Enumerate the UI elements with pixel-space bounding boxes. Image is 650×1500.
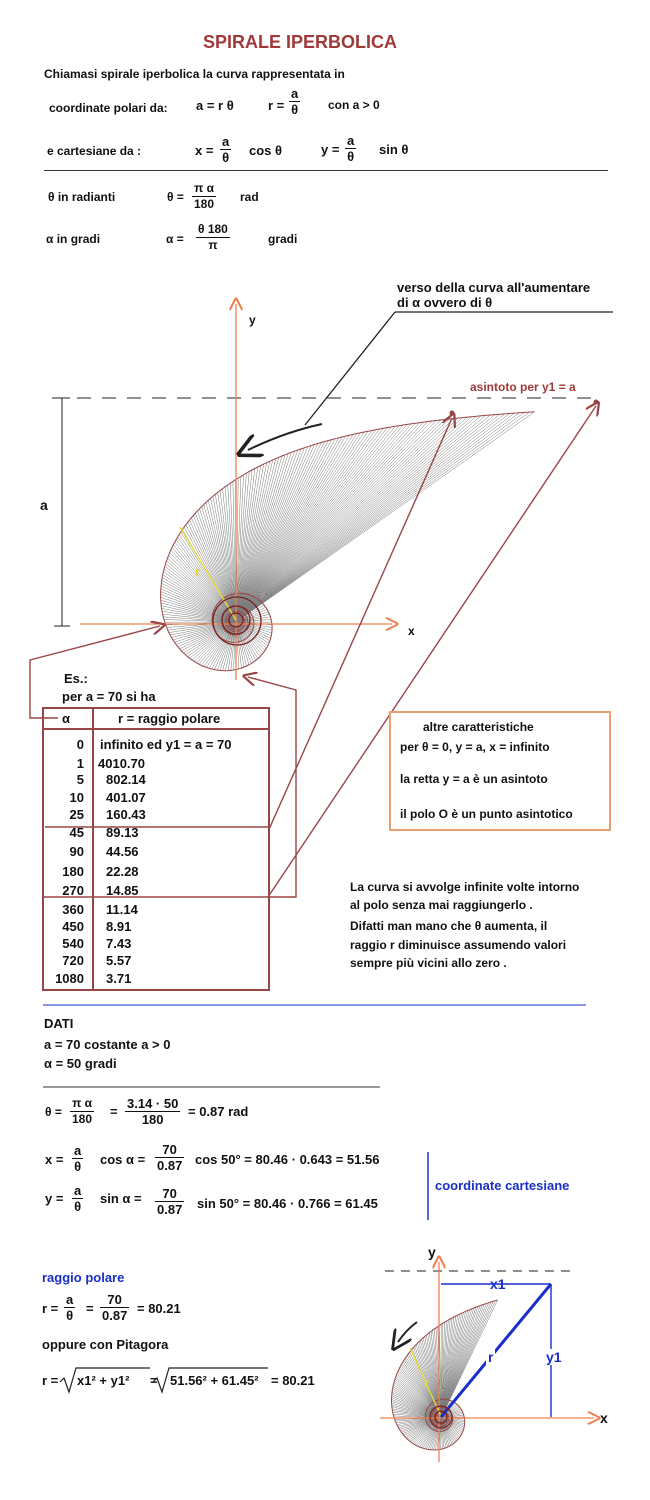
fraction-numerator: a xyxy=(74,1143,82,1158)
fraction-denominator: 180 xyxy=(194,197,215,211)
fraction-denominator: θ xyxy=(74,1199,82,1214)
hatch-line xyxy=(236,433,361,622)
asymptote-label: asintoto per y1 = a xyxy=(470,380,576,394)
fraction-numerator: π α xyxy=(192,181,216,197)
raggio-heading: raggio polare xyxy=(42,1270,125,1285)
polar-label: coordinate polari da: xyxy=(49,101,168,115)
calc-x-fraction-numeric xyxy=(155,1142,184,1173)
y-suffix: sin θ xyxy=(379,142,409,157)
table-cell-r: 3.71 xyxy=(106,971,132,986)
hatch-line xyxy=(236,422,424,622)
hatch-line xyxy=(236,424,411,622)
table-cell-r: 11.14 xyxy=(106,902,138,917)
table-cell-alpha: 90 xyxy=(69,844,84,859)
table-cell-r: 14.85 xyxy=(106,883,139,898)
fraction-numerator: 70 xyxy=(155,1142,184,1158)
characteristics-line: la retta y = a è un asintoto xyxy=(400,772,548,786)
hatch-line xyxy=(236,419,454,623)
alpha-eq-prefix: α = xyxy=(166,232,184,246)
cartesian-coordinates-label: coordinate cartesiane xyxy=(435,1178,570,1193)
pitagora-result: = 80.21 xyxy=(271,1373,315,1388)
calc-theta-fraction xyxy=(70,1096,94,1127)
example-subheading: per a = 70 si ha xyxy=(62,689,156,704)
table-cell-alpha: 720 xyxy=(62,953,84,968)
small-y-axis-label: y xyxy=(428,1244,436,1260)
fraction-numerator: a xyxy=(74,1183,82,1198)
table-cell-alpha: 180 xyxy=(62,864,84,879)
table-cell-r: 802.14 xyxy=(106,772,146,787)
raggio-prefix: r = xyxy=(42,1301,59,1316)
calc-y-fraction-numeric xyxy=(155,1186,184,1217)
fraction-denominator: 0.87 xyxy=(102,1308,128,1323)
pitagora-inner: x1² + y1² xyxy=(77,1373,130,1388)
table-cell-r: 22.28 xyxy=(106,864,139,879)
fraction-numerator: a xyxy=(66,1292,74,1307)
small-x-axis-label: x xyxy=(600,1410,608,1426)
fraction-numerator: 70 xyxy=(100,1292,129,1308)
intro-line: Chiamasi spirale iperbolica la curva rappresentata in xyxy=(44,67,345,81)
pitagora-equals: = xyxy=(150,1373,158,1388)
fraction-denominator: θ xyxy=(66,1308,74,1323)
theta-unit: rad xyxy=(240,190,259,204)
table-cell-r: infinito ed y1 = a = 70 xyxy=(100,737,232,752)
curve-point xyxy=(594,400,599,405)
hatch-line xyxy=(236,419,449,622)
hatch-line xyxy=(236,417,467,622)
calc-y-prefix: y = xyxy=(45,1191,64,1206)
table-column-divider xyxy=(92,707,94,990)
x-axis-label: x xyxy=(408,624,415,638)
curve-point xyxy=(450,411,455,416)
column-header-alpha: α xyxy=(62,711,70,726)
raggio-result: = 80.21 xyxy=(137,1301,181,1316)
hatch-line xyxy=(236,422,428,623)
fraction-denominator: 180 xyxy=(141,1112,164,1127)
table-cell-alpha: 1080 xyxy=(55,971,84,986)
polar-equation: a = r θ xyxy=(196,98,234,113)
y-prefix: y = xyxy=(321,142,340,157)
fraction-denominator: θ xyxy=(291,102,299,117)
small-direction-arrow xyxy=(398,1322,417,1342)
r-vector-label: r xyxy=(488,1349,494,1365)
direction-leader xyxy=(305,312,395,425)
table-cell-alpha: 360 xyxy=(62,902,84,917)
table-cell-alpha: 10 xyxy=(69,790,84,805)
table-header-divider xyxy=(42,728,268,730)
table-cell-r: 401.07 xyxy=(106,790,146,805)
table-cell-alpha: 0 xyxy=(76,737,84,752)
hatch-line xyxy=(236,412,530,622)
dati-alpha: α = 50 gradi xyxy=(44,1056,117,1071)
fraction-numerator: a xyxy=(222,134,230,149)
hatch-line xyxy=(236,438,339,622)
a-label: a xyxy=(40,497,48,513)
hatch-line xyxy=(236,415,490,622)
spiral-curve xyxy=(161,412,535,671)
fraction-numerator: θ 180 xyxy=(198,222,228,236)
table-cell-alpha: 1 xyxy=(76,756,84,771)
fraction-numerator: 3.14 · 50 xyxy=(127,1096,179,1111)
calc-x-mid: cos α = xyxy=(100,1152,146,1167)
note-line: Difatti man mano che θ aumenta, il xyxy=(350,919,548,933)
pitagora-label: oppure con Pitagora xyxy=(42,1337,169,1352)
table-cell-r: 44.56 xyxy=(106,844,139,859)
x1-label: x1 xyxy=(490,1276,506,1292)
example-heading: Es.: xyxy=(64,671,88,686)
fraction-denominator: 0.87 xyxy=(157,1202,183,1217)
calc-theta-result: = 0.87 rad xyxy=(188,1104,249,1119)
hatch-line xyxy=(236,414,500,622)
hatch-line xyxy=(236,412,524,622)
condition: con a > 0 xyxy=(328,98,380,112)
characteristics-line: il polo O è un punto asintotico xyxy=(400,807,573,821)
y-axis-label: y xyxy=(249,313,256,327)
spiral-hatch xyxy=(161,412,535,671)
hatch-line xyxy=(236,418,463,622)
table-cell-r: 89.13 xyxy=(106,825,139,840)
alpha-label: α in gradi xyxy=(46,232,101,246)
pitagora-inner-numeric: 51.56² + 61.45² xyxy=(170,1373,259,1388)
r-label: r xyxy=(195,564,201,579)
x-prefix: x = xyxy=(195,143,214,158)
r-equation-prefix: r = xyxy=(268,98,285,113)
calc-x-prefix: x = xyxy=(45,1152,64,1167)
characteristics-heading: altre caratteristiche xyxy=(423,720,534,734)
hatch-line xyxy=(236,425,403,622)
raggio-fraction xyxy=(64,1292,75,1323)
dati-heading: DATI xyxy=(44,1016,74,1031)
calc-theta-fraction-numeric xyxy=(125,1096,180,1127)
characteristics-box xyxy=(389,711,611,831)
calc-y-result: sin 50° = 80.46 · 0.766 = 61.45 xyxy=(197,1196,378,1211)
raggio-equals: = xyxy=(86,1301,94,1316)
fraction-denominator: θ xyxy=(74,1159,82,1174)
table-cell-alpha: 450 xyxy=(62,919,84,934)
theta-label: θ in radianti xyxy=(48,190,116,204)
hatch-line xyxy=(236,416,481,622)
fraction-numerator: 70 xyxy=(155,1186,184,1202)
leader-line-alpha-90 xyxy=(30,626,160,718)
fraction-denominator: θ xyxy=(222,150,230,165)
fraction-numerator: a xyxy=(291,86,299,101)
y1-label: y1 xyxy=(546,1349,562,1365)
calc-x-result: cos 50° = 80.46 · 0.643 = 51.56 xyxy=(195,1152,380,1167)
hatch-line xyxy=(441,1306,480,1418)
note-line: raggio r diminuisce assumendo valori xyxy=(350,938,567,952)
table-cell-r: 160.43 xyxy=(106,807,146,822)
note-line: La curva si avvolge infinite volte intorno xyxy=(350,880,580,894)
table-cell-r: 7.43 xyxy=(106,936,132,951)
direction-label-2: di α ovvero di θ xyxy=(397,295,493,310)
fraction-numerator: a xyxy=(347,133,355,148)
note-line: sempre più vicini allo zero . xyxy=(350,956,507,970)
note-line: al polo senza mai raggiungerlo . xyxy=(350,898,533,912)
hatch-line xyxy=(236,434,353,622)
table-cell-r: 8.91 xyxy=(106,919,132,934)
table-cell-alpha: 5 xyxy=(76,772,84,787)
alpha-unit: gradi xyxy=(268,232,298,246)
table-cell-alpha: 45 xyxy=(69,825,84,840)
fraction-denominator: 180 xyxy=(72,1112,93,1126)
table-cell-alpha: 270 xyxy=(62,883,84,898)
table-cell-alpha: 25 xyxy=(69,807,84,822)
fraction-denominator: θ xyxy=(347,149,355,164)
calc-theta-prefix: θ = xyxy=(45,1105,62,1119)
table-cell-r: 4010.70 xyxy=(98,756,145,771)
calc-equals: = xyxy=(110,1104,118,1119)
characteristics-line: per θ = 0, y = a, x = infinito xyxy=(400,740,550,754)
table-cell-alpha: 540 xyxy=(62,936,84,951)
hatch-line xyxy=(236,420,441,622)
x-suffix: cos θ xyxy=(249,143,283,158)
table-cell-r: 5.57 xyxy=(106,953,132,968)
pitagora-prefix: r = xyxy=(42,1373,59,1388)
hatch-line xyxy=(236,423,415,622)
page-title: SPIRALE IPERBOLICA xyxy=(203,32,398,52)
hatch-line xyxy=(236,429,380,622)
calc-y-mid: sin α = xyxy=(100,1191,142,1206)
column-header-r: r = raggio polare xyxy=(118,711,221,726)
raggio-fraction-numeric xyxy=(100,1292,129,1323)
cartesian-label: e cartesiane da : xyxy=(47,144,142,158)
fraction-numerator: π α xyxy=(70,1096,94,1112)
small-r-label: r xyxy=(424,1376,429,1390)
hatch-line xyxy=(236,416,476,622)
dati-a: a = 70 costante a > 0 xyxy=(44,1037,171,1052)
calc-x-fraction xyxy=(72,1143,83,1174)
theta-eq-prefix: θ = xyxy=(167,190,184,204)
fraction-denominator: π xyxy=(208,238,218,252)
calc-y-fraction xyxy=(72,1183,83,1214)
direction-label-1: verso della curva all'aumentare xyxy=(397,280,591,295)
fraction-denominator: 0.87 xyxy=(157,1158,183,1173)
